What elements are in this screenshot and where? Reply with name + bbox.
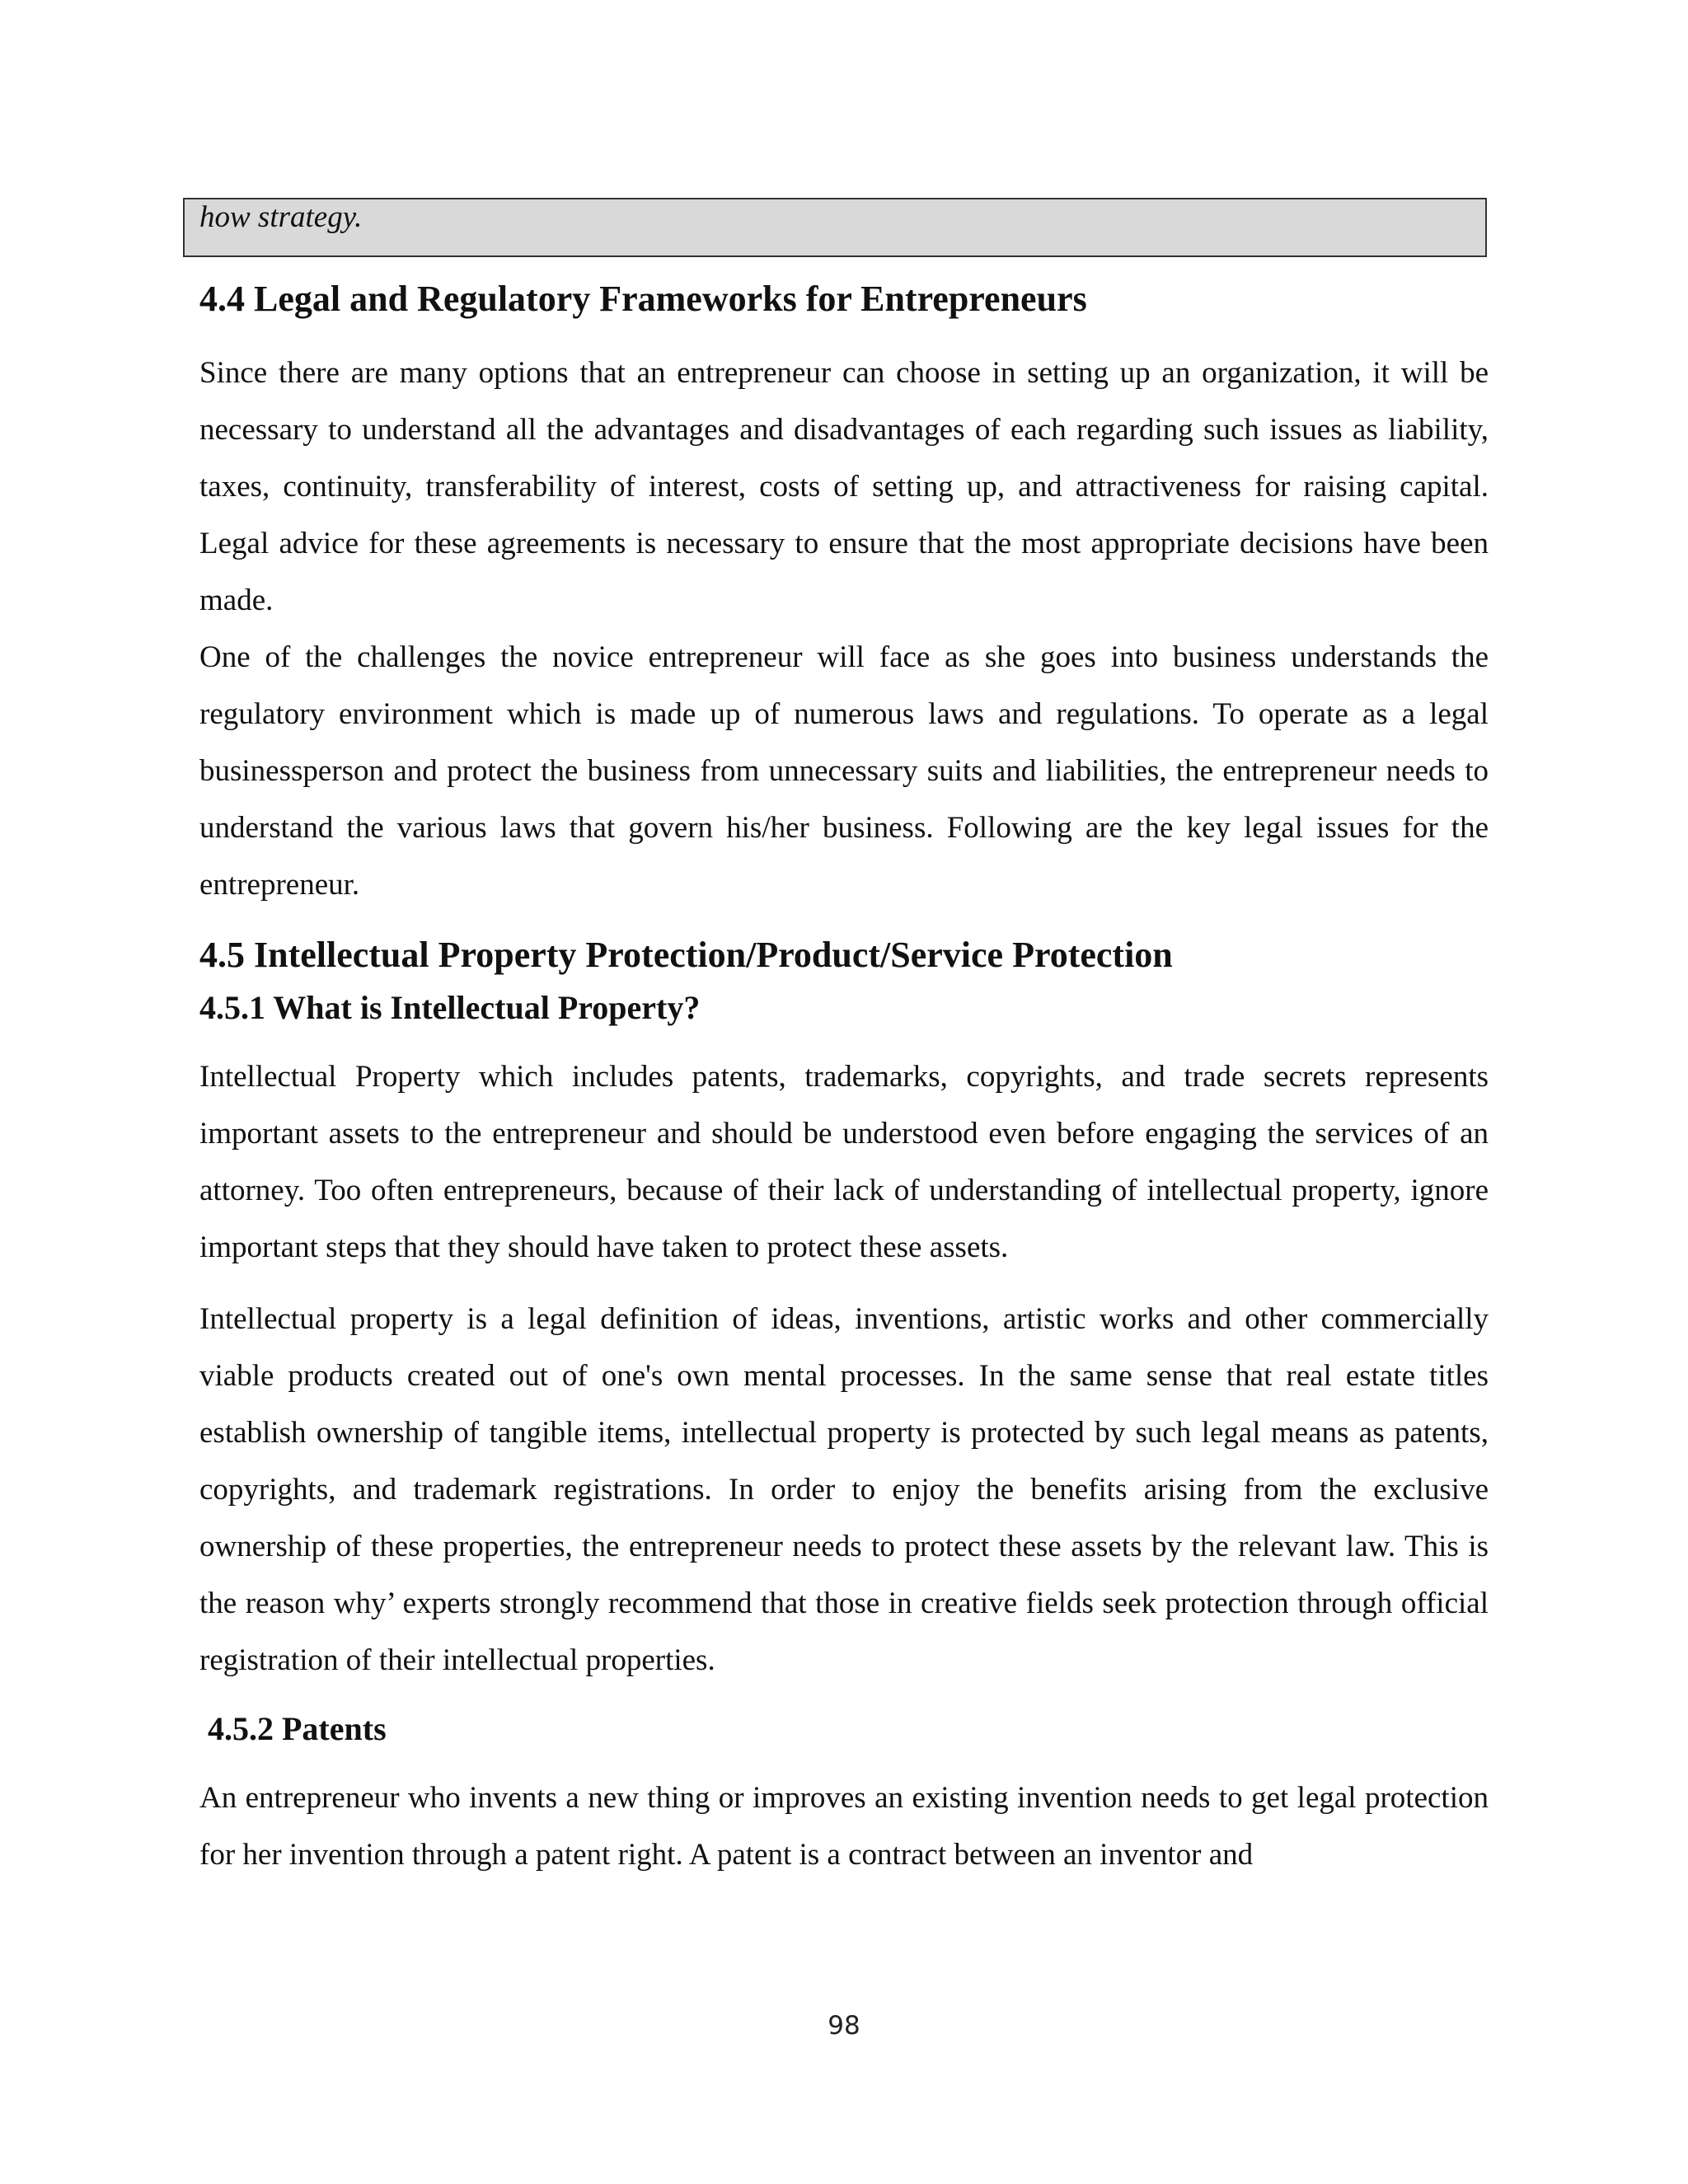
section-4-4-paragraph-1: Since there are many options that an entrepreneur can choose in setting up an organization, it will be necessary to understand all the advantages and disadvantages of each regarding such issues as liability, taxes, continuity, transferability of interest, costs of setting up, and attractiveness for raising capital. Legal advice for these agreements is necessary to ensure that the most appropriate decisions have been made.	[199, 356, 1489, 617]
boxed-note-text: how strategy.	[199, 200, 363, 234]
page-content	[199, 272, 1489, 1883]
section-4-5-1-paragraph-2: Intellectual property is a legal definition of ideas, inventions, artistic works and other commercially viable products created out of one's own mental processes. In the same sense that real estate titles establish ownership of tangible items, intellectual property is protected by such legal means as patents, copyrights, and trademark registrations. In order to enjoy the benefits arising from the exclusive ownership of these properties, the entrepreneur needs to protect these assets by the relevant law. This is the reason why’ experts strongly recommend that those in creative fields seek protection through official registration of their intellectual properties.	[199, 1302, 1489, 1677]
page-number: 98	[828, 2011, 860, 2041]
section-4-5-2-heading: 4.5.2 Patents	[208, 1710, 387, 1747]
section-4-5-2-paragraph-1: An entrepreneur who invents a new thing or improves an existing invention needs to get legal protection for her invention through a patent right. A patent is a contract between an inventor and	[199, 1781, 1489, 1872]
section-4-5-1-heading: 4.5.1 What is Intellectual Property?	[199, 989, 701, 1026]
section-4-4-heading: 4.4 Legal and Regulatory Frameworks for Entrepreneurs	[199, 279, 1087, 319]
boxed-note	[183, 198, 1487, 257]
section-4-4-paragraph-2: One of the challenges the novice entrepreneur will face as she goes into business understands the regulatory environment which is made up of numerous laws and regulations. To operate as a legal businessperson and protect the business from unnecessary suits and liabilities, the entrepreneur needs to understand the various laws that govern his/her business. Following are the key legal issues for the entrepreneur.	[199, 640, 1489, 902]
section-4-5-1-paragraph-1: Intellectual Property which includes patents, trademarks, copyrights, and trade secrets represents important assets to the entrepreneur and should be understood even before engaging the services of an attorney. Too often entrepreneurs, because of their lack of understanding of intellectual property, ignore important steps that they should have taken to protect these assets.	[199, 1060, 1489, 1264]
section-4-5-heading: 4.5 Intellectual Property Protection/Product/Service Protection	[199, 935, 1173, 975]
